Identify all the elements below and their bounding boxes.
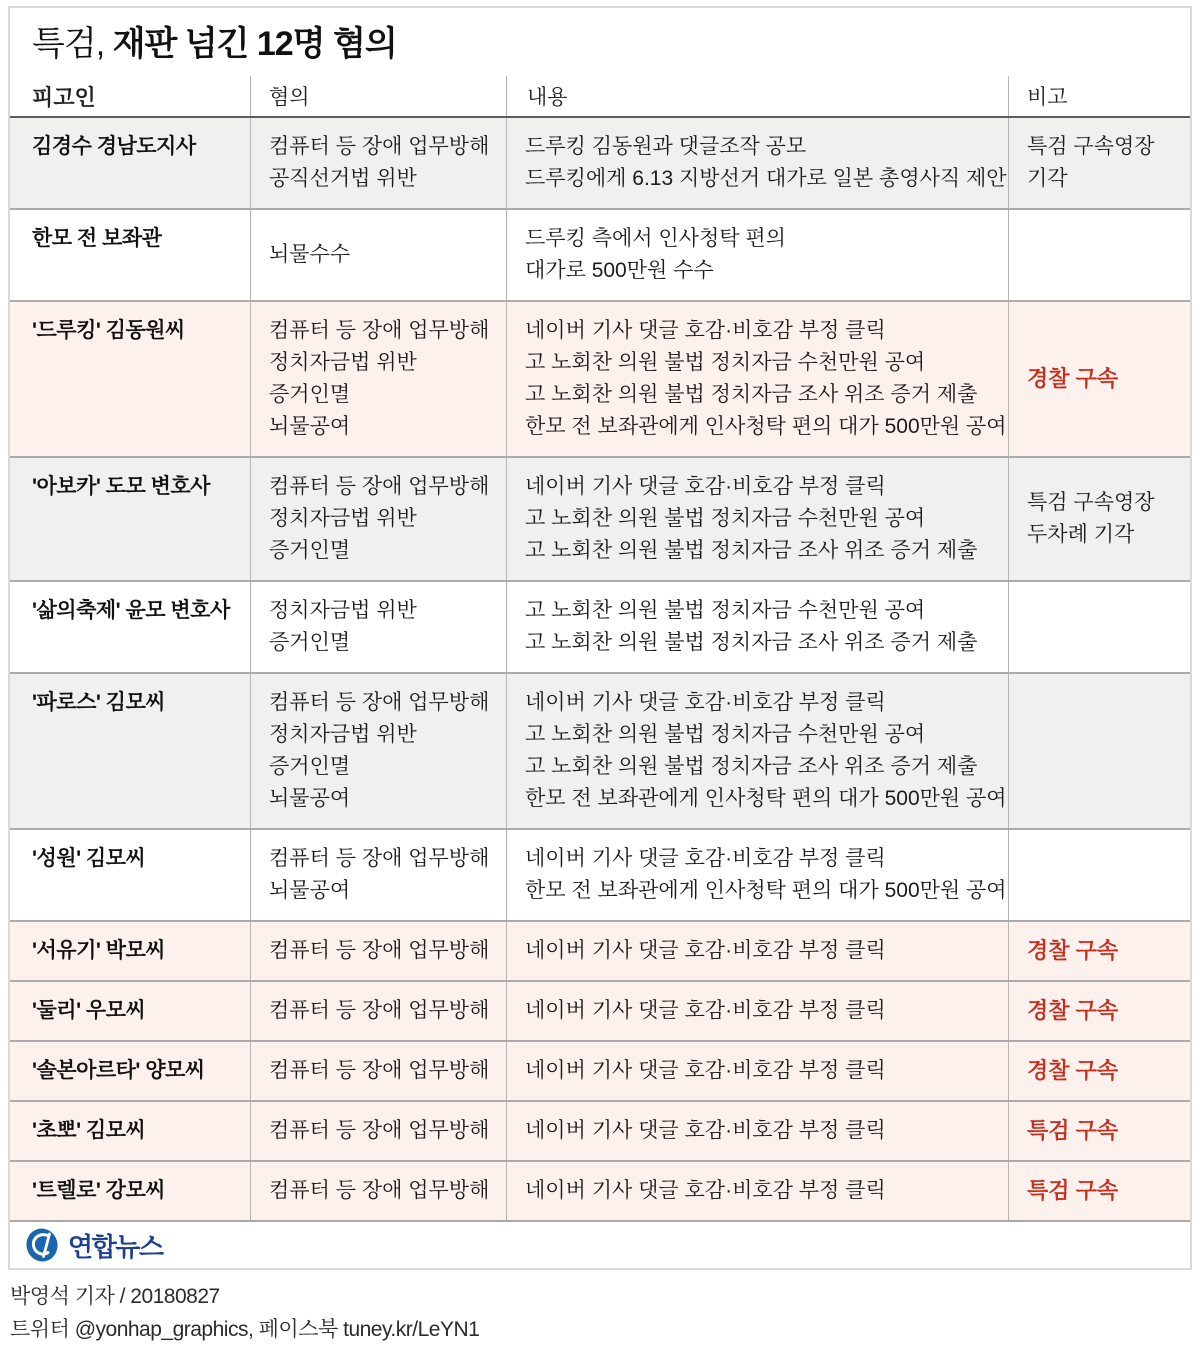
content-line: 고 노회찬 의원 불법 정치자금 수천만원 공여 <box>525 351 926 374</box>
content-cell <box>506 1102 1008 1160</box>
content-line: 네이버 기사 댓글 호감·비호감 부정 클릭 <box>525 1059 886 1082</box>
charges-cell <box>250 210 506 300</box>
charges-cell <box>250 830 506 920</box>
note-cell <box>1008 922 1190 980</box>
charges-cell <box>250 922 506 980</box>
header-note: 비고 <box>1008 76 1190 116</box>
content-line: 한모 전 보좌관에게 인사청탁 편의 대가 500만원 공여 <box>525 415 1007 438</box>
content-line: 고 노회찬 의원 불법 정치자금 조사 위조 증거 제출 <box>525 383 978 406</box>
charge-line: 컴퓨터 등 장애 업무방해 <box>269 999 490 1022</box>
note-line: 경찰 구속 <box>1027 998 1119 1023</box>
note-cell <box>1008 1102 1190 1160</box>
charge-line: 컴퓨터 등 장애 업무방해 <box>269 1059 490 1082</box>
defendant-name-cell: '삶의축제' 윤모 변호사 <box>32 599 230 622</box>
content-line: 네이버 기사 댓글 호감·비호감 부정 클릭 <box>525 939 886 962</box>
note-cell <box>1008 1162 1190 1220</box>
credits <box>10 1280 1200 1346</box>
page-title <box>10 8 1190 76</box>
defendant-name-cell: '아보카' 도모 변호사 <box>32 475 210 498</box>
table-row <box>10 980 1190 1040</box>
defendant-name-cell: '드루킹' 김동원씨 <box>32 319 185 342</box>
defendant-name-cell: '성원' 김모씨 <box>32 847 146 870</box>
content-line: 한모 전 보좌관에게 인사청탁 편의 대가 500만원 공여 <box>525 787 1007 810</box>
logo-row <box>10 1220 1190 1268</box>
header-charges: 혐의 <box>250 76 506 116</box>
note-line: 경찰 구속 <box>1027 938 1119 963</box>
note-line: 특검 구속영장 <box>1027 135 1155 158</box>
charge-line: 컴퓨터 등 장애 업무방해 <box>269 847 490 870</box>
content-line: 네이버 기사 댓글 호감·비호감 부정 클릭 <box>525 1179 886 1202</box>
infographic-frame <box>8 6 1192 1270</box>
charge-line: 뇌물공여 <box>269 879 351 902</box>
charges-cell <box>250 1102 506 1160</box>
content-cell <box>506 458 1008 580</box>
yonhap-logo-text: 연합뉴스 <box>68 1231 163 1262</box>
table-row <box>10 118 1190 208</box>
charge-line: 컴퓨터 등 장애 업무방해 <box>269 475 490 498</box>
content-line: 드루킹에게 6.13 지방선거 대가로 일본 총영사직 제안 <box>525 167 1007 190</box>
charge-line: 정치자금법 위반 <box>269 723 417 746</box>
table-body <box>10 118 1190 1220</box>
content-line: 고 노회찬 의원 불법 정치자금 조사 위조 증거 제출 <box>525 755 978 778</box>
content-line: 네이버 기사 댓글 호감·비호감 부정 클릭 <box>525 1119 886 1142</box>
content-cell <box>506 674 1008 828</box>
note-cell <box>1008 210 1190 300</box>
defendant-name-cell: '서유기' 박모씨 <box>32 939 166 962</box>
content-line: 네이버 기사 댓글 호감·비호감 부정 클릭 <box>525 847 886 870</box>
table-row <box>10 580 1190 672</box>
defendant-name-cell: '파로스' 김모씨 <box>32 691 166 714</box>
charges-cell <box>250 302 506 456</box>
note-cell <box>1008 674 1190 828</box>
content-line: 고 노회찬 의원 불법 정치자금 조사 위조 증거 제출 <box>525 539 978 562</box>
title-main: 재판 넘긴 12명 혐의 <box>112 25 397 63</box>
content-cell <box>506 118 1008 208</box>
defendant-name-cell: '둘리' 우모씨 <box>32 999 146 1022</box>
charges-cell <box>250 1042 506 1100</box>
table-row <box>10 1160 1190 1220</box>
content-line: 고 노회찬 의원 불법 정치자금 수천만원 공여 <box>525 723 926 746</box>
charges-cell <box>250 582 506 672</box>
table-row <box>10 920 1190 980</box>
title-prefix: 특검, <box>32 25 105 63</box>
defendant-name-cell: '트렐로' 강모씨 <box>32 1179 166 1202</box>
note-cell <box>1008 582 1190 672</box>
header-content: 내용 <box>506 76 1008 116</box>
table-row <box>10 1040 1190 1100</box>
content-cell <box>506 210 1008 300</box>
table-row <box>10 672 1190 828</box>
charge-line: 컴퓨터 등 장애 업무방해 <box>269 1179 490 1202</box>
note-cell <box>1008 458 1190 580</box>
charge-line: 정치자금법 위반 <box>269 351 417 374</box>
credit-social: 트위터 @yonhap_graphics, 페이스북 tuney.kr/LeYN1 <box>10 1318 480 1341</box>
table-row <box>10 828 1190 920</box>
note-cell <box>1008 1042 1190 1100</box>
content-line: 네이버 기사 댓글 호감·비호감 부정 클릭 <box>525 475 886 498</box>
content-cell <box>506 1162 1008 1220</box>
note-line: 두차례 기각 <box>1027 523 1135 546</box>
charge-line: 증거인멸 <box>269 383 351 406</box>
charge-line: 뇌물수수 <box>269 243 351 266</box>
header-defendant: 피고인 <box>32 84 96 110</box>
note-cell <box>1008 982 1190 1040</box>
content-line: 고 노회찬 의원 불법 정치자금 조사 위조 증거 제출 <box>525 631 978 654</box>
credit-byline: 박영석 기자 / 20180827 <box>10 1285 220 1308</box>
charges-cell <box>250 458 506 580</box>
table-row <box>10 1100 1190 1160</box>
defendant-name-cell: 한모 전 보좌관 <box>32 227 162 250</box>
charge-line: 뇌물공여 <box>269 415 351 438</box>
defendant-name-cell: '솔본아르타' 양모씨 <box>32 1059 205 1082</box>
charge-line: 컴퓨터 등 장애 업무방해 <box>269 1119 490 1142</box>
defendant-name-cell: 김경수 경남도지사 <box>32 135 196 158</box>
note-cell <box>1008 302 1190 456</box>
content-line: 네이버 기사 댓글 호감·비호감 부정 클릭 <box>525 999 886 1022</box>
table-row <box>10 208 1190 300</box>
table-row <box>10 456 1190 580</box>
note-line: 경찰 구속 <box>1027 366 1119 391</box>
content-line: 고 노회찬 의원 불법 정치자금 수천만원 공여 <box>525 599 926 622</box>
note-line: 기각 <box>1027 167 1068 190</box>
charge-line: 컴퓨터 등 장애 업무방해 <box>269 691 490 714</box>
table-row <box>10 300 1190 456</box>
charge-line: 공직선거법 위반 <box>269 167 417 190</box>
charge-line: 증거인멸 <box>269 755 351 778</box>
content-cell <box>506 922 1008 980</box>
content-cell <box>506 982 1008 1040</box>
charges-cell <box>250 118 506 208</box>
content-cell <box>506 302 1008 456</box>
charge-line: 뇌물공여 <box>269 787 351 810</box>
note-line: 특검 구속 <box>1027 1178 1119 1203</box>
content-line: 한모 전 보좌관에게 인사청탁 편의 대가 500만원 공여 <box>525 879 1007 902</box>
charges-cell <box>250 982 506 1040</box>
charge-line: 증거인멸 <box>269 631 351 654</box>
content-cell <box>506 1042 1008 1100</box>
yonhap-globe-icon <box>24 1227 60 1263</box>
content-cell <box>506 582 1008 672</box>
content-line: 네이버 기사 댓글 호감·비호감 부정 클릭 <box>525 319 886 342</box>
charge-line: 컴퓨터 등 장애 업무방해 <box>269 939 490 962</box>
content-line: 대가로 500만원 수수 <box>525 259 714 282</box>
charge-line: 증거인멸 <box>269 539 351 562</box>
charge-line: 정치자금법 위반 <box>269 599 417 622</box>
note-line: 특검 구속영장 <box>1027 491 1155 514</box>
content-line: 드루킹 김동원과 댓글조작 공모 <box>525 135 807 158</box>
defendant-name-cell: '초뽀' 김모씨 <box>32 1119 146 1142</box>
table-header <box>10 76 1190 118</box>
note-line: 특검 구속 <box>1027 1118 1119 1143</box>
charges-cell <box>250 1162 506 1220</box>
charges-cell <box>250 674 506 828</box>
content-cell <box>506 830 1008 920</box>
note-cell <box>1008 830 1190 920</box>
charge-line: 컴퓨터 등 장애 업무방해 <box>269 135 490 158</box>
content-line: 네이버 기사 댓글 호감·비호감 부정 클릭 <box>525 691 886 714</box>
content-line: 드루킹 측에서 인사청탁 편의 <box>525 227 786 250</box>
content-line: 고 노회찬 의원 불법 정치자금 수천만원 공여 <box>525 507 926 530</box>
charge-line: 정치자금법 위반 <box>269 507 417 530</box>
note-cell <box>1008 118 1190 208</box>
note-line: 경찰 구속 <box>1027 1058 1119 1083</box>
charge-line: 컴퓨터 등 장애 업무방해 <box>269 319 490 342</box>
